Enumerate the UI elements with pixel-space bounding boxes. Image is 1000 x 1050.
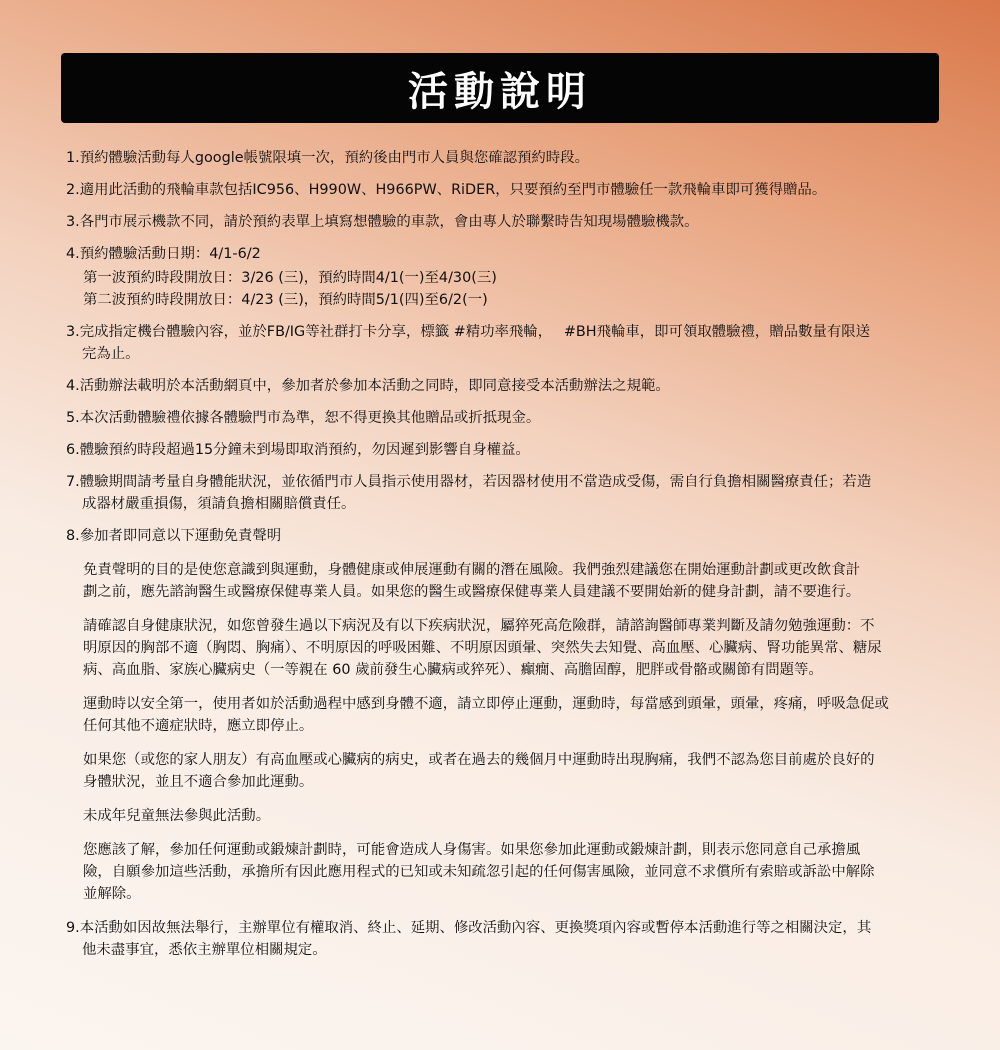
disclaimer-stop: 運動時以安全第一，使用者如於活動過程中感到身體不適，請立即停止運動，運動時，每當感到頭暈，頭暈，疼痛，呼吸急促或 任何其他不適症狀時，應立即停止。 [83,696,889,734]
rule-item-3: 3.各門市展示機款不同，請於預約表單上填寫想體驗的車款，會由專人於聯繫時告知現場體驗機款。 [66,214,699,230]
rule-item-share: 3.完成指定機台體驗內容，並於FB/IG等社群打卡分享，標籤 #精功率飛輪， #BH飛輪車，即可領取體驗禮，贈品數量有限送 完為止。 [66,324,871,362]
rule-item-4: 4.預約體驗活動日期：4/1-6/2 [66,246,261,262]
rule-item-gift: 5.本次活動體驗禮依據各體驗門市為準，恕不得更換其他贈品或折抵現金。 [66,410,541,426]
rule-item-1: 1.預約體驗活動每人google帳號限填一次，預約後由門市人員與您確認預約時段。 [66,150,589,166]
disclaimer-health: 請確認自身健康狀況，如您曾發生過以下病況及有以下疾病狀況，屬猝死高危險群，請諮詢醫師專業判斷及請勿勉強運動：不 明原因的胸部不適（胸悶、胸痛）、不明原因的呼吸困難、不明原因頭暈、突然失去知覺、高血壓、心臟病、腎功能異常、糖尿 病、高血脂、家族心臟病史（一等親在 60 歲前發生心臟病或猝死）、癲癇、高膽固醇，肥胖或骨骼或關節有問題等。 [83,618,882,678]
rule-item-2: 2.適用此活動的飛輪車款包括IC956、H990W、H966PW、RiDER，只要預約至門市體驗任一款飛輪車即可獲得贈品。 [66,182,827,198]
title-bar [61,53,939,123]
schedule-wave-1: 第一波預約時段開放日：3/26 (三)，預約時間4/1(一)至4/30(三) [83,270,497,286]
disclaimer-history: 如果您（或您的家人朋友）有高血壓或心臟病的病史，或者在過去的幾個月中運動時出現胸痛，我們不認為您目前處於良好的 身體狀況，並且不適合參加此運動。 [83,752,875,790]
schedule-wave-2: 第二波預約時段開放日：4/23 (三)，預約時間5/1(四)至6/2(一) [83,292,488,308]
rule-item-safety: 7.體驗期間請考量自身體能狀況，並依循門市人員指示使用器材，若因器材使用不當造成受傷，需自行負擔相關醫療責任；若造 成器材嚴重損傷，須請負擔相關賠償責任。 [66,474,872,512]
disclaimer-purpose: 免責聲明的目的是使您意識到與運動，身體健康或伸展運動有關的潛在風險。我們強烈建議您在開始運動計劃或更改飲食計 劃之前，應先諮詢醫生或醫療保健專業人員。如果您的醫生或醫療保健專業人員建議不要開始新的健身計劃，請不要進行。 [83,562,861,600]
disclaimer-risk: 您應該了解，參加任何運動或鍛煉計劃時，可能會造成人身傷害。如果您參加此運動或鍛煉計劃，則表示您同意自己承擔風 險，自願參加這些活動，承擔所有因此應用程式的已知或未知疏忽引起的任何傷害風險，並同意不求償所有索賠或訴訟中解除 並解除。 [83,842,875,902]
page-title: 活動說明 [408,68,592,115]
rule-item-cancel: 9.本活動如因故無法舉行，主辦單位有權取消、終止、延期、修改活動內容、更換獎項內容或暫停本活動進行等之相關決定，其 他未盡事宜，悉依主辦單位相關規定。 [66,920,872,958]
rule-item-late: 6.體驗預約時段超過15分鐘未到場即取消預約，勿因遲到影響自身權益。 [66,442,530,458]
rule-item-terms: 4.活動辦法載明於本活動網頁中，參加者於參加本活動之同時，即同意接受本活動辦法之規範。 [66,378,670,394]
rule-item-disclaimer-heading: 8.參加者即同意以下運動免責聲明 [66,528,282,544]
rules-content [66,147,941,971]
disclaimer-minors: 未成年兒童無法參與此活動。 [83,808,271,824]
